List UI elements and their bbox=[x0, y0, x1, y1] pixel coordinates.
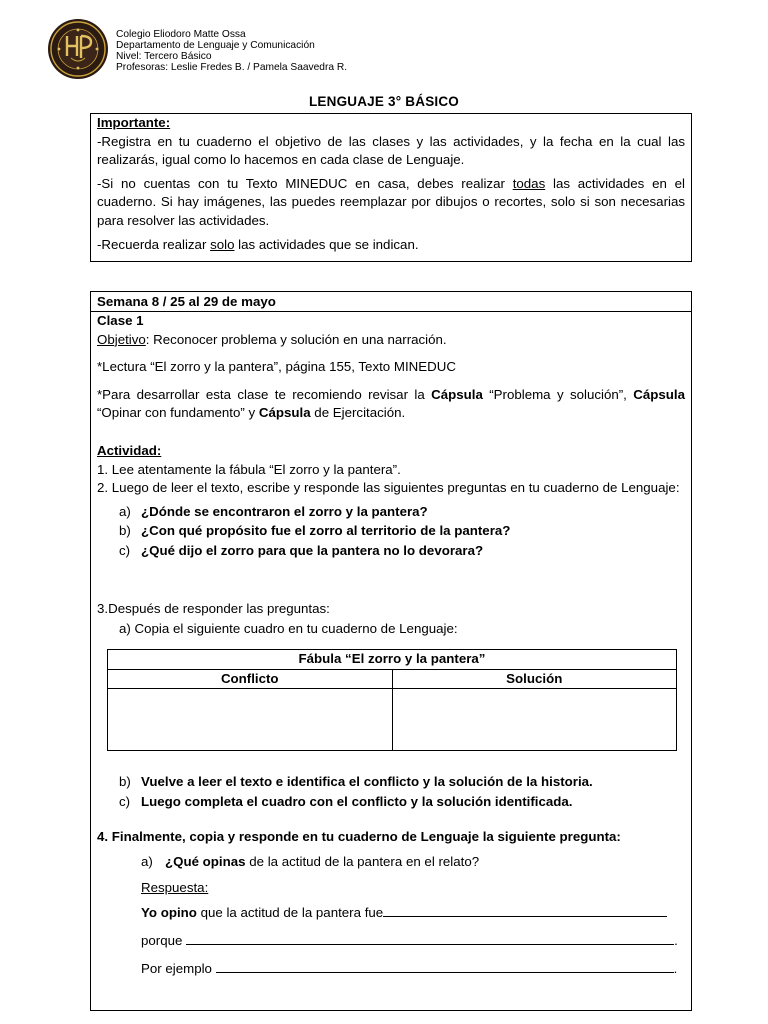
capsules: *Para desarrollar esta clase te recomiendo revisar la Cápsula “Problema y solución”, Cápsula “Opinar con fundamento” y Cápsula de Ejercitación. bbox=[97, 386, 685, 421]
reading: *Lectura “El zorro y la pantera”, página 155, Texto MINEDUC bbox=[97, 359, 456, 375]
week-label: Semana 8 / 25 al 29 de mayo bbox=[91, 292, 691, 312]
fable-table bbox=[107, 649, 677, 751]
step-4a: a) ¿Qué opinas de la actitud de la pantera en el relato? bbox=[141, 854, 480, 869]
document-header bbox=[47, 18, 727, 84]
objective: Objetivo: Reconocer problema y solución en una narración. bbox=[97, 331, 447, 347]
important-p3: -Recuerda realizar solo las actividades que se indican. bbox=[97, 236, 419, 252]
activity-label: Actividad: bbox=[97, 442, 162, 458]
step-3a: a) Copia el siguiente cuadro en tu cuaderno de Lenguaje: bbox=[119, 621, 458, 636]
school-name: Colegio Eliodoro Matte Ossa bbox=[116, 29, 246, 40]
class-label: Clase 1 bbox=[97, 313, 144, 328]
page-title: LENGUAJE 3° BÁSICO bbox=[308, 94, 460, 109]
answer-label: Respuesta: bbox=[141, 880, 209, 895]
level: Nivel: Tercero Básico bbox=[116, 51, 212, 62]
column-solution: Solución bbox=[392, 669, 677, 689]
department-name: Departamento de Lenguaje y Comunicación bbox=[116, 40, 315, 51]
list-item: a) ¿Dónde se encontraron el zorro y la pantera? bbox=[119, 503, 428, 519]
week-box bbox=[90, 291, 692, 1011]
important-p1: -Registra en tu cuaderno el objetivo de las clases y las actividades, y la fecha en la cual las realizarás, igual como lo hacemos en cada clase de Lenguaje. bbox=[97, 133, 685, 168]
important-heading: Importante: bbox=[97, 115, 171, 130]
answer-line-3: Por ejemplo . bbox=[141, 961, 678, 976]
step-3: 3.Después de responder las preguntas: bbox=[97, 601, 330, 616]
class-content bbox=[91, 312, 691, 560]
institution-info bbox=[116, 29, 347, 73]
answer-line-1: Yo opino que la actitud de la pantera fue bbox=[97, 904, 685, 923]
column-conflict: Conflicto bbox=[108, 669, 393, 689]
teachers: Profesoras: Leslie Fredes B. / Pamela Saavedra R. bbox=[116, 62, 348, 73]
important-box bbox=[90, 113, 692, 262]
step-2: 2. Luego de leer el texto, escribe y responde las siguientes preguntas en tu cuaderno de Lenguaje: bbox=[97, 480, 680, 496]
step-4: 4. Finalmente, copia y responde en tu cuaderno de Lenguaje la siguiente pregunta: bbox=[97, 829, 621, 844]
questions-list bbox=[97, 502, 685, 561]
important-p2: -Si no cuentas con tu Texto MINEDUC en casa, debes realizar todas las actividades en el cuaderno. Si hay imágenes, las puedes reemplazar por dibujos o recortes, solo si son necesarias para resolver las actividades. bbox=[97, 175, 685, 228]
list-item: c) Luego completa el cuadro con el conflicto y la solución identificada. bbox=[119, 793, 573, 809]
answer-line-2: porque . bbox=[141, 933, 678, 948]
step-3-rest bbox=[97, 772, 685, 811]
step-1: 1. Lee atentamente la fábula “El zorro y la pantera”. bbox=[97, 461, 401, 477]
school-seal-logo bbox=[47, 18, 109, 80]
list-item: b) ¿Con qué propósito fue el zorro al territorio de la pantera? bbox=[119, 523, 511, 539]
fable-table-title: Fábula “El zorro y la pantera” bbox=[108, 650, 677, 670]
list-item: c) ¿Qué dijo el zorro para que la pantera no lo devorara? bbox=[119, 542, 484, 558]
list-item: b) Vuelve a leer el texto e identifica el conflicto y la solución de la historia. bbox=[119, 774, 593, 789]
solution-cell bbox=[392, 689, 677, 751]
conflict-cell bbox=[108, 689, 393, 751]
